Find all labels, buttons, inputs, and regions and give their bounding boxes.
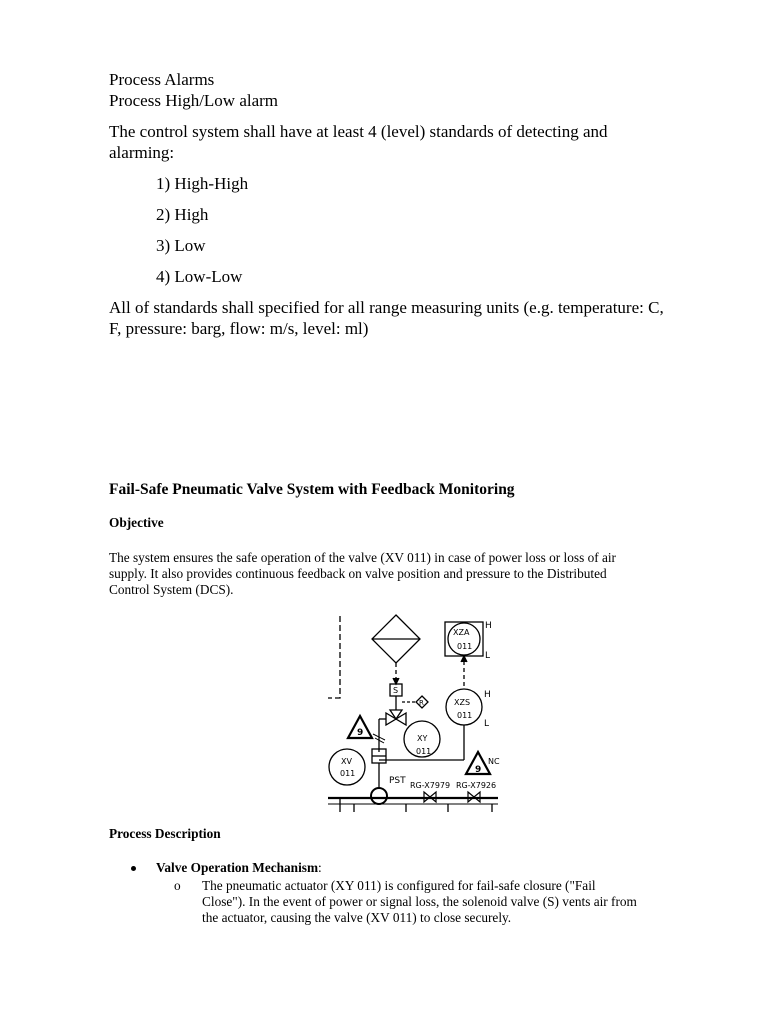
triangle-left-number: 9 — [357, 728, 364, 738]
xza-label: XZA — [453, 628, 470, 637]
xv-label: XV — [341, 757, 352, 766]
xza-high-label: H — [485, 621, 492, 631]
bullet-dot-icon — [131, 866, 136, 871]
reset-label: R — [419, 699, 424, 707]
intro-line-2: alarming: — [109, 143, 175, 162]
pst-label: PST — [389, 776, 406, 786]
xza-low-label: L — [485, 651, 491, 661]
main-valve-icon — [371, 788, 387, 804]
xzs-number: 011 — [457, 711, 473, 720]
xy-label: XY — [417, 734, 428, 743]
sub-bullet-marker: o — [174, 878, 181, 893]
process-description-heading: Process Description — [109, 826, 221, 841]
rg-x7926-label: RG-X7926 — [456, 781, 497, 790]
sub-bullet-line-3: the actuator, causing the valve (XV 011) to close securely. — [202, 910, 512, 925]
solenoid-label: S — [393, 686, 399, 695]
doc-subtitle-high-low-alarm: Process High/Low alarm — [109, 91, 279, 110]
boundary-dashed-line — [328, 616, 340, 698]
pid-diagram — [326, 612, 498, 812]
doc-title-process-alarms: Process Alarms — [109, 70, 215, 89]
intro-line-1: The control system shall have at least 4 (level) standards of detecting and — [109, 122, 608, 141]
units-line-2: F, pressure: barg, flow: m/s, level: ml) — [109, 319, 369, 338]
triangle-right-number: 9 — [475, 765, 482, 775]
level-item-low: 3) Low — [156, 236, 206, 255]
objective-line-3: Control System (DCS). — [109, 582, 234, 597]
rg-x7979-label: RG-X7979 — [410, 781, 451, 790]
level-item-high-high: 1) High-High — [156, 174, 249, 193]
xv-instrument-circle — [329, 749, 365, 785]
bullet-colon: : — [318, 860, 322, 875]
objective-heading: Objective — [109, 515, 164, 530]
level-item-high: 2) High — [156, 205, 209, 224]
nc-label: NC — [488, 757, 500, 766]
xzs-high-label: H — [484, 690, 491, 700]
bullet-label: Valve Operation Mechanism — [156, 860, 319, 875]
section-heading-fail-safe: Fail-Safe Pneumatic Valve System with Feedback Monitoring — [109, 481, 515, 498]
xzs-label: XZS — [454, 698, 471, 707]
sub-bullet-line-2: Close"). In the event of power or signal loss, the solenoid valve (S) vents air from — [202, 894, 637, 909]
xzs-low-label: L — [484, 719, 490, 729]
xv-number: 011 — [340, 769, 356, 778]
sub-bullet-line-1: The pneumatic actuator (XY 011) is configured for fail-safe closure ("Fail — [202, 878, 596, 893]
xy-number: 011 — [416, 747, 432, 756]
xza-number: 011 — [457, 642, 473, 651]
objective-line-2: supply. It also provides continuous feedback on valve position and pressure to the Distributed — [109, 566, 607, 581]
bullet-valve-operation — [156, 860, 322, 876]
level-item-low-low: 4) Low-Low — [156, 267, 243, 286]
units-line-1: All of standards shall specified for all range measuring units (e.g. temperature: C, — [109, 298, 664, 317]
objective-line-1: The system ensures the safe operation of the valve (XV 011) in case of power loss or loss of air — [109, 550, 616, 565]
